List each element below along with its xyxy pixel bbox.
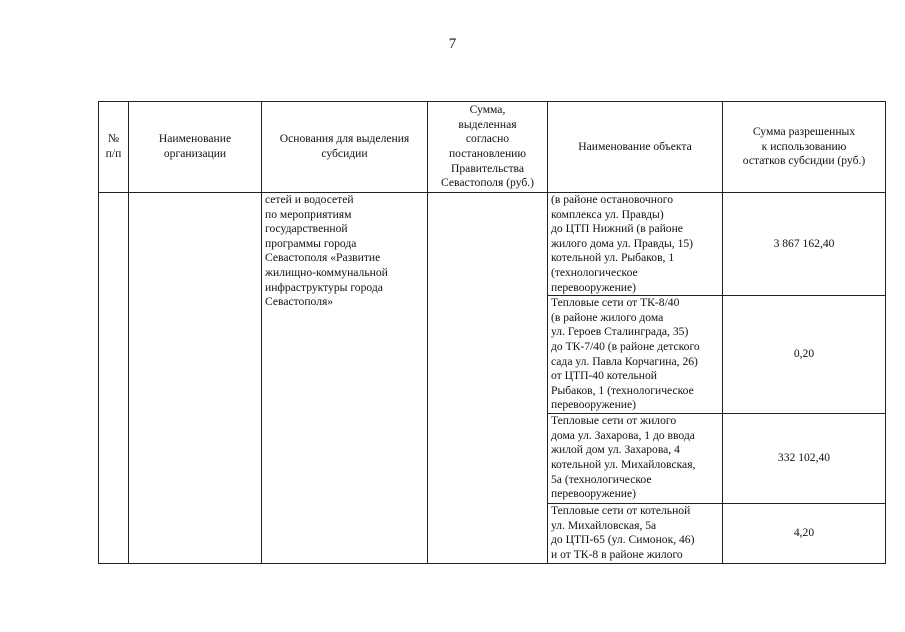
header-sum-remainder: Сумма разрешенных к использованию остатков субсидии (руб.)	[723, 102, 886, 193]
cell-object: Тепловые сети от котельной ул. Михайловская, 5а до ЦТП-65 (ул. Симонок, 46) и от ТК-8 в районе жилого	[548, 504, 723, 563]
header-organization: Наименование организации	[129, 102, 262, 193]
header-basis: Основания для выделения субсидии	[262, 102, 428, 193]
cell-object: (в районе остановочного комплекса ул. Правды) до ЦТП Нижний (в районе жилого дома ул. Правды, 15) котельной ул. Рыбаков, 1 (технологическое перевооружение)	[548, 193, 723, 296]
cell-object: Тепловые сети от ТК-8/40 (в районе жилого дома ул. Героев Сталинграда, 35) до ТК-7/40 (в районе детского сада ул. Павла Корчагина, 26) от ЦТП-40 котельной Рыбаков, 1 (технологическое перевооружение)	[548, 296, 723, 414]
cell-basis: сетей и водосетей по мероприятиям государственной программы города Севастополя «Развитие жилищно-коммунальной инфраструктуры города Севастополя»	[262, 193, 428, 564]
header-sum-allocated: Сумма, выделенная согласно постановлению Правительства Севастополя (руб.)	[428, 102, 548, 193]
table-row	[99, 193, 886, 296]
cell-organization	[129, 193, 262, 564]
cell-number	[99, 193, 129, 564]
page-number: 7	[448, 36, 457, 52]
header-object-name: Наименование объекта	[548, 102, 723, 193]
cell-object: Тепловые сети от жилого дома ул. Захарова, 1 до ввода жилой дом ул. Захарова, 4 котельной ул. Михайловская, 5а (технологическое перевооружение)	[548, 414, 723, 504]
cell-amount: 332 102,40	[723, 414, 886, 504]
subsidy-table	[98, 101, 886, 564]
header-number: № п/п	[99, 102, 129, 193]
table-header-row	[99, 102, 886, 193]
cell-amount: 4,20	[723, 504, 886, 563]
cell-amount: 0,20	[723, 296, 886, 414]
cell-amount: 3 867 162,40	[723, 193, 886, 296]
cell-sum-allocated	[428, 193, 548, 564]
